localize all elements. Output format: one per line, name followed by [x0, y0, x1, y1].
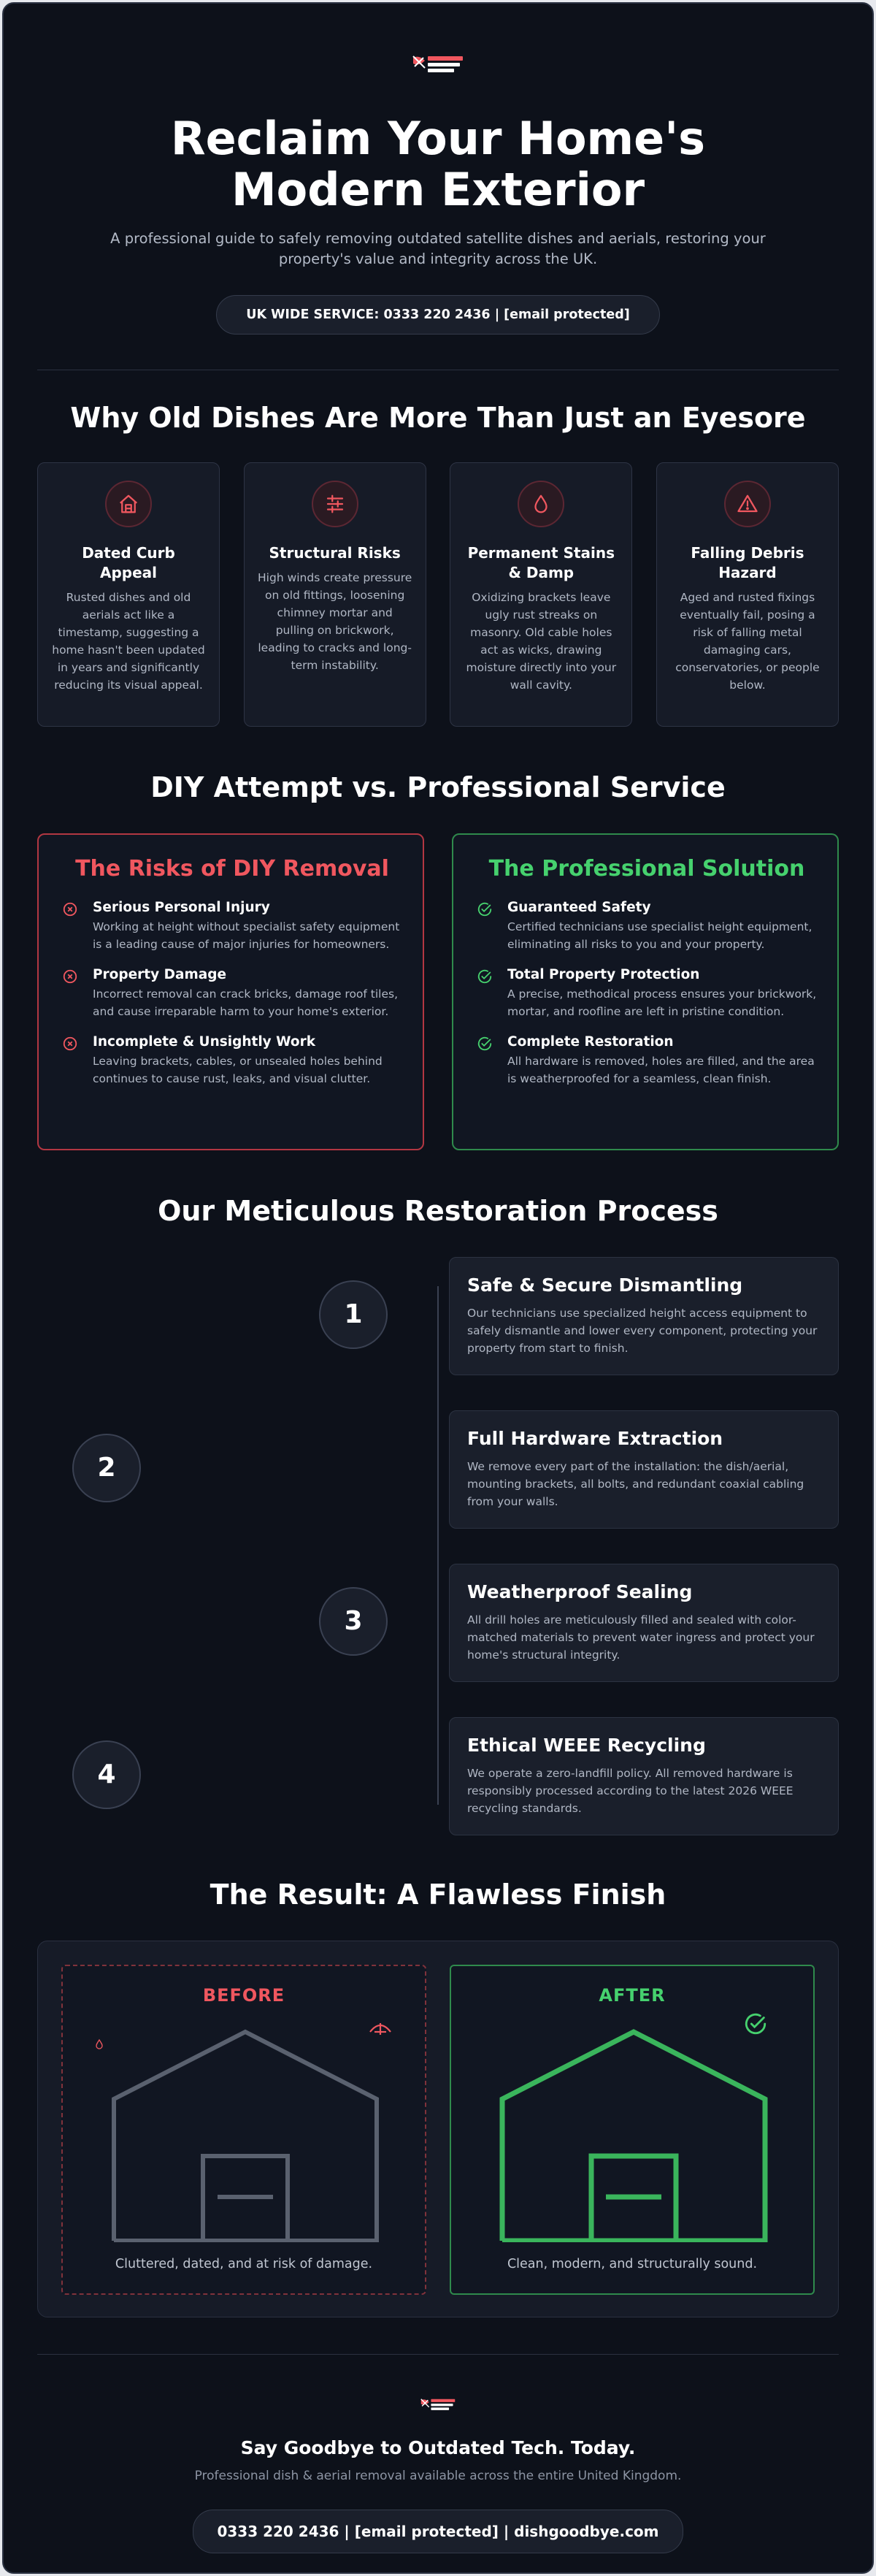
step-title: Full Hardware Extraction [467, 1428, 723, 1449]
step-title: Ethical WEEE Recycling [467, 1735, 706, 1756]
process-step-card [449, 1410, 839, 1529]
item-title: Serious Personal Injury [93, 900, 270, 915]
card-text: Oxidizing brackets leave ugly rust streaks on masonry. Old cable holes act as wicks, drawing moisture directly into your wall cavity. [466, 591, 617, 692]
step-text: We operate a zero-landfill policy. All removed hardware is responsibly processed according to the latest 2026 WEEE recycling standards. [467, 1767, 794, 1815]
section-heading-comparison: DIY Attempt vs. Professional Service [150, 771, 726, 803]
after-panel [450, 1965, 815, 2295]
eyesore-cards [37, 462, 839, 727]
eyesore-card [656, 462, 839, 727]
before-caption: Cluttered, dated, and at risk of damage. [115, 2257, 373, 2271]
list-item [477, 1033, 817, 1088]
step-title: Safe & Secure Dismantling [467, 1274, 743, 1296]
card-text: Rusted dishes and old aerials act like a timestamp, suggesting a home hasn't been updated in years and significantly reducing its visual appeal. [52, 591, 205, 692]
card-title: Permanent Stains & Damp [467, 544, 615, 581]
diy-risks-box [37, 833, 424, 1150]
pro-solution-box [452, 833, 839, 1150]
process-step-card [449, 1564, 839, 1682]
step-number: 4 [72, 1740, 141, 1809]
pro-solution-title: The Professional Solution [488, 856, 805, 882]
eyesore-card [37, 462, 220, 727]
section-heading-eyesore: Why Old Dishes Are More Than Just an Eyesore [70, 402, 806, 434]
item-title: Incomplete & Unsightly Work [93, 1034, 316, 1050]
page-subtitle: A professional guide to safely removing outdated satellite dishes and aerials, restoring your property's value and integrity across the UK. [110, 230, 766, 267]
step-number: 1 [319, 1280, 388, 1349]
item-text: All hardware is removed, holes are filled, and the area is weatherproofed for a seamless, clean finish. [507, 1055, 815, 1085]
diy-risks-title: The Risks of DIY Removal [75, 856, 389, 882]
list-item [477, 966, 817, 1020]
step-title: Weatherproof Sealing [467, 1581, 693, 1602]
timeline-line [437, 1286, 439, 1805]
brand-logo-footer[interactable] [4, 2397, 872, 2413]
x-circle-icon [62, 901, 78, 917]
item-title: Guaranteed Safety [507, 900, 651, 915]
card-title: Falling Debris Hazard [691, 544, 804, 581]
item-title: Total Property Protection [507, 967, 700, 982]
step-number: 2 [72, 1434, 141, 1502]
house-icon [105, 481, 152, 527]
step-text: We remove every part of the installation: the dish/aerial, mounting brackets, all bolts, and redundant coaxial cabling from your walls. [467, 1460, 804, 1508]
satellite-dish-logo-icon [419, 2397, 457, 2413]
card-title: Dated Curb Appeal [82, 544, 175, 581]
closing-title: Say Goodbye to Outdated Tech. Today. [240, 2437, 636, 2458]
list-item [477, 899, 817, 953]
closing-subtitle: Professional dish & aerial removal available across the entire United Kingdom. [194, 2469, 682, 2483]
step-number: 3 [319, 1587, 388, 1656]
card-text: Aged and rusted fixings eventually fail, posing a risk of falling metal damaging cars, conservatories, or people below. [675, 591, 820, 692]
process-timeline [37, 1257, 839, 1856]
card-text: High winds create pressure on old fittings, loosening chimney mortar and pulling on brickwork, leading to cracks and long-term instability. [258, 571, 412, 672]
item-text: Leaving brackets, cables, or unsealed holes behind continues to cause rust, leaks, and visual clutter. [93, 1055, 383, 1085]
house-before-illustration [110, 2029, 381, 2242]
item-text: Certified technicians use specialist height equipment, eliminating all risks to you and your property. [507, 920, 812, 951]
check-circle-icon [477, 968, 493, 985]
check-circle-icon [477, 1036, 493, 1052]
card-title: Structural Risks [269, 544, 401, 562]
contact-pill-top[interactable]: UK WIDE SERVICE: 0333 220 2436 | [email protected] [216, 295, 660, 335]
x-circle-icon [62, 1036, 78, 1052]
before-panel [61, 1965, 426, 2295]
house-after-illustration [498, 2029, 769, 2242]
process-step-card [449, 1257, 839, 1375]
brand-logo[interactable] [4, 53, 872, 77]
comparison-boxes [37, 833, 839, 1150]
sliders-icon [312, 481, 358, 527]
item-text: Working at height without specialist safety equipment is a leading cause of major injuries for homeowners. [93, 920, 400, 951]
warning-icon [724, 481, 771, 527]
result-comparison [37, 1941, 839, 2317]
eyesore-card [450, 462, 632, 727]
eyesore-card [244, 462, 426, 727]
divider [37, 2354, 839, 2355]
satellite-dish-logo-icon [410, 53, 466, 77]
list-item [62, 966, 402, 1020]
after-label: AFTER [599, 1985, 666, 2006]
step-text: All drill holes are meticulously filled and sealed with color-matched materials to prevent water ingress and protect your home's structural integrity. [467, 1613, 815, 1662]
item-title: Complete Restoration [507, 1034, 674, 1050]
list-item [62, 899, 402, 953]
step-text: Our technicians use specialized height access equipment to safely dismantle and lower every component, protecting your property from start to finish. [467, 1307, 818, 1355]
contact-pill-bottom[interactable]: 0333 220 2436 | [email protected] | dishgoodbye.com [193, 2510, 683, 2553]
droplet-icon [93, 2036, 105, 2052]
page-title: Reclaim Your Home's Modern Exterior [170, 112, 706, 216]
section-heading-process: Our Meticulous Restoration Process [158, 1195, 718, 1227]
process-step-card [449, 1717, 839, 1835]
item-text: Incorrect removal can crack bricks, damage roof tiles, and cause irreparable harm to your home's exterior. [93, 987, 399, 1018]
droplet-icon [518, 481, 564, 527]
item-title: Property Damage [93, 967, 227, 982]
list-item [62, 1033, 402, 1088]
x-circle-icon [62, 968, 78, 985]
infographic-page [2, 2, 874, 2574]
before-label: BEFORE [202, 1985, 285, 2006]
check-circle-icon [477, 901, 493, 917]
section-heading-result: The Result: A Flawless Finish [210, 1879, 666, 1911]
item-text: A precise, methodical process ensures your brickwork, mortar, and roofline are left in pristine condition. [507, 987, 817, 1018]
after-caption: Clean, modern, and structurally sound. [507, 2257, 758, 2271]
